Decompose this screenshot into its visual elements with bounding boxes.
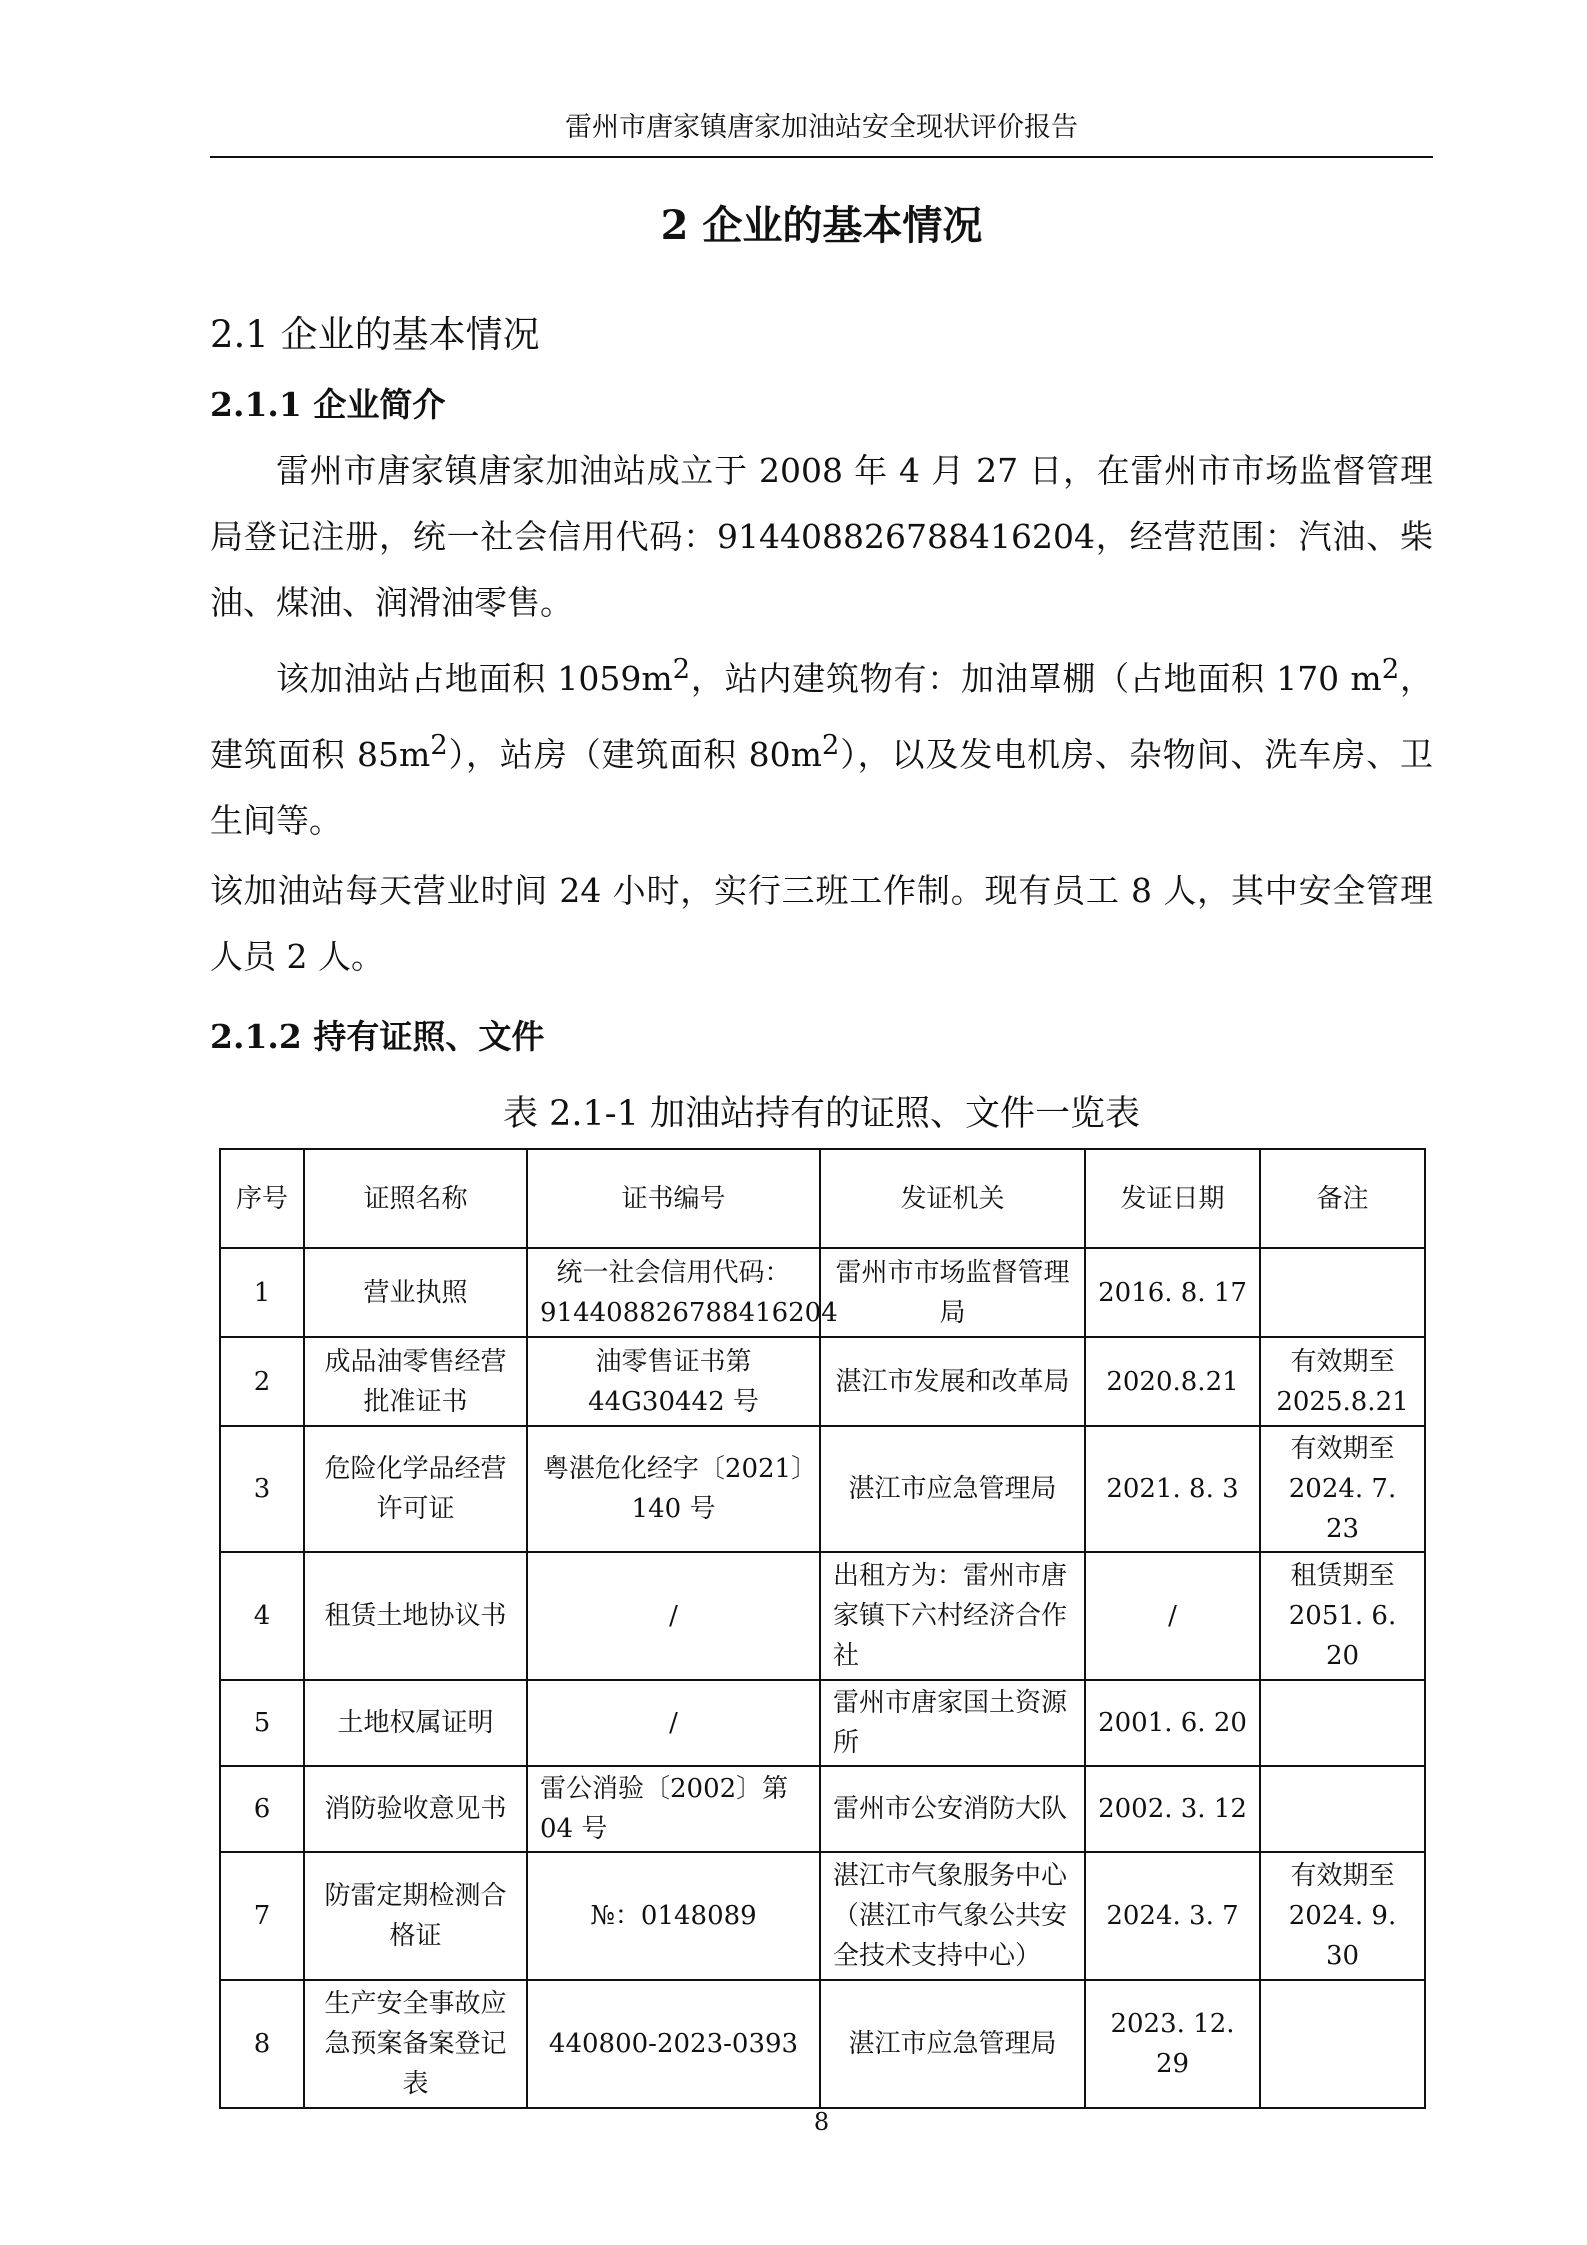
table-cell: 湛江市应急管理局: [820, 1426, 1085, 1552]
column-header: 发证机关: [820, 1149, 1085, 1248]
table-row: [220, 1852, 1425, 1980]
table-cell: 租赁土地协议书: [304, 1552, 527, 1680]
table-cell: 2001. 6. 20: [1085, 1680, 1260, 1766]
header-rule: [210, 156, 1433, 158]
table-cell: 6: [220, 1766, 304, 1852]
table-row: [220, 1426, 1425, 1552]
table-row: [220, 1766, 1425, 1852]
table-cell: 2002. 3. 12: [1085, 1766, 1260, 1852]
table-caption: 表 2.1-1 加油站持有的证照、文件一览表: [502, 1094, 1140, 1134]
table-cell: 土地权属证明: [304, 1680, 527, 1766]
table-cell: 湛江市气象服务中心（湛江市气象公共安全技术支持中心）: [820, 1852, 1085, 1980]
table-cell: 雷州市市场监督管理局: [820, 1248, 1085, 1337]
column-header: 备注: [1260, 1149, 1425, 1248]
table-row: [220, 1552, 1425, 1680]
column-header: 证照名称: [304, 1149, 527, 1248]
table-cell: №：0148089: [527, 1852, 820, 1980]
table-cell: 440800-2023-0393: [527, 1980, 820, 2108]
table-header-row: [220, 1149, 1425, 1248]
table-cell: 2024. 3. 7: [1085, 1852, 1260, 1980]
table-cell: 7: [220, 1852, 304, 1980]
area-text-c: ，建筑面积 85m: [210, 659, 1433, 774]
chapter-title: 2 企业的基本情况: [660, 202, 983, 249]
table-cell: 租赁期至 2051. 6. 20: [1260, 1552, 1425, 1680]
table-cell: 出租方为：雷州市唐家镇下六村经济合作社: [820, 1552, 1085, 1680]
table-cell: 危险化学品经营许可证: [304, 1426, 527, 1552]
page-number: 8: [813, 2108, 830, 2136]
table-cell: 雷州市公安消防大队: [820, 1766, 1085, 1852]
superscript: 2: [1381, 653, 1400, 685]
paragraph-area: [210, 636, 1433, 854]
table-cell: 湛江市应急管理局: [820, 1980, 1085, 2108]
table-row: [220, 1248, 1425, 1337]
table-cell: 1: [220, 1248, 304, 1337]
table-cell: 统一社会信用代码：914408826788416204: [527, 1248, 820, 1337]
subsection-heading-profile: 2.1.1 企业简介: [210, 385, 446, 424]
table-cell: 消防验收意见书: [304, 1766, 527, 1852]
table-cell: [1260, 1248, 1425, 1337]
table-row: [220, 1337, 1425, 1426]
area-text-b: ，站内建筑物有：加油罩棚（占地面积 170 m: [690, 659, 1382, 698]
table-cell: 营业执照: [304, 1248, 527, 1337]
column-header: 序号: [220, 1149, 304, 1248]
table-row: [220, 1680, 1425, 1766]
table-cell: 湛江市发展和改革局: [820, 1337, 1085, 1426]
table-cell: 2020.8.21: [1085, 1337, 1260, 1426]
table-cell: 2016. 8. 17: [1085, 1248, 1260, 1337]
table-cell: [1260, 1680, 1425, 1766]
area-text-d: ），站房（建筑面积 80m: [447, 735, 822, 774]
subsection-heading-certificates: 2.1.2 持有证照、文件: [210, 1017, 545, 1056]
table-cell: [1260, 1980, 1425, 2108]
table-cell: 粤湛危化经字〔2021〕140 号: [527, 1426, 820, 1552]
table-cell: /: [527, 1680, 820, 1766]
table-cell: 2: [220, 1337, 304, 1426]
certificates-table: [219, 1148, 1426, 2109]
table-cell: 3: [220, 1426, 304, 1552]
table-cell: [1260, 1766, 1425, 1852]
table-cell: /: [527, 1552, 820, 1680]
table-cell: 成品油零售经营批准证书: [304, 1337, 527, 1426]
table-cell: 有效期至 2025.8.21: [1260, 1337, 1425, 1426]
running-header: 雷州市唐家镇唐家加油站安全现状评价报告: [565, 112, 1078, 143]
table-row: [220, 1980, 1425, 2108]
area-text-a: 该加油站占地面积 1059m: [276, 659, 673, 698]
column-header: 证书编号: [527, 1149, 820, 1248]
table-cell: 4: [220, 1552, 304, 1680]
table-cell: 2023. 12. 29: [1085, 1980, 1260, 2108]
area-text-e: ），以及发电机房、杂物间、洗车房、卫生间等。: [210, 735, 1433, 840]
table-cell: 雷公消验〔2002〕第 04 号: [527, 1766, 820, 1852]
table-cell: 油零售证书第 44G30442 号: [527, 1337, 820, 1426]
superscript: 2: [430, 729, 448, 761]
table-cell: 雷州市唐家国土资源所: [820, 1680, 1085, 1766]
table-cell: 生产安全事故应急预案备案登记表: [304, 1980, 527, 2108]
table-cell: 5: [220, 1680, 304, 1766]
paragraph-profile: 雷州市唐家镇唐家加油站成立于 2008 年 4 月 27 日，在雷州市市场监督管理局登记注册，统一社会信用代码：914408826788416204，经营范围：汽油、柴油、煤油、润滑油零售。: [210, 451, 1433, 622]
table-cell: /: [1085, 1552, 1260, 1680]
superscript: 2: [821, 729, 840, 761]
section-heading: 2.1 企业的基本情况: [210, 313, 540, 356]
table-cell: 2021. 8. 3: [1085, 1426, 1260, 1552]
table-cell: 防雷定期检测合格证: [304, 1852, 527, 1980]
column-header: 发证日期: [1085, 1149, 1260, 1248]
superscript: 2: [672, 653, 691, 685]
table-cell: 有效期至 2024. 7. 23: [1260, 1426, 1425, 1552]
paragraph-staff: 该加油站每天营业时间 24 小时，实行三班工作制。现有员工 8 人，其中安全管理人员 2 人。: [210, 871, 1433, 976]
table-cell: 8: [220, 1980, 304, 2108]
table-cell: 有效期至 2024. 9. 30: [1260, 1852, 1425, 1980]
